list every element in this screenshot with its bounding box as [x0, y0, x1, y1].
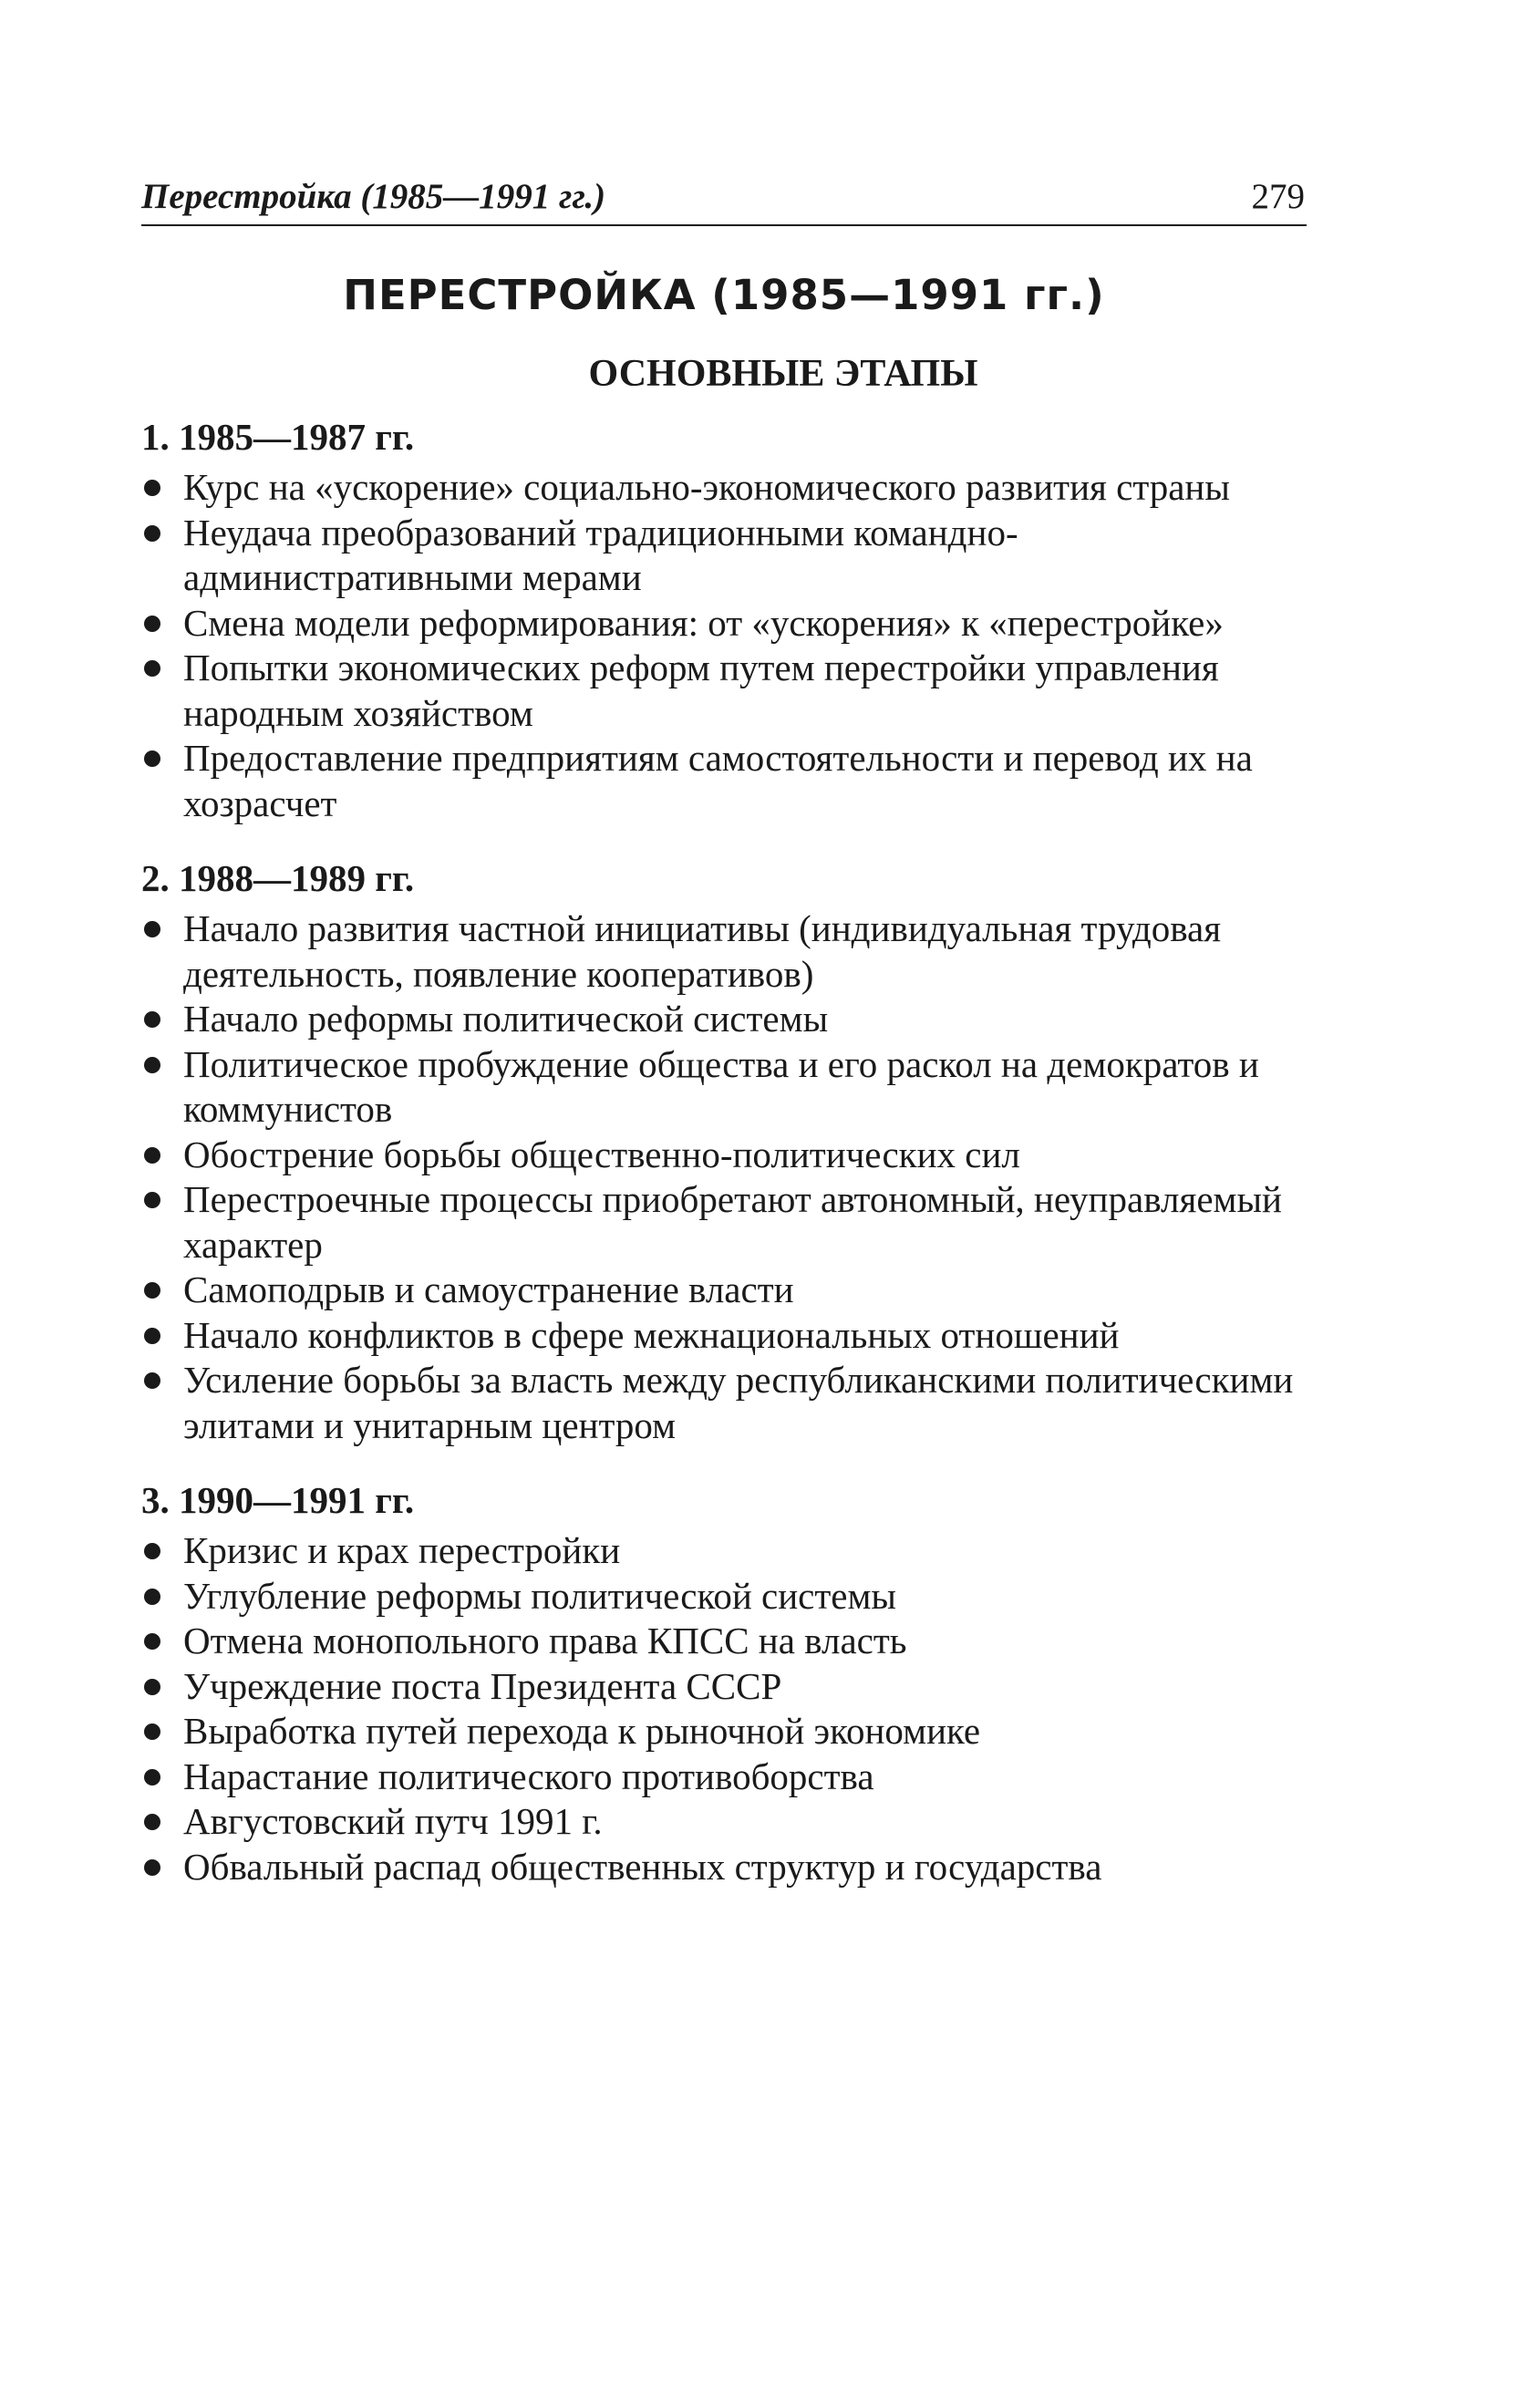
list-item-text: Обострение борьбы общественно-политических сил: [183, 1133, 1020, 1175]
stage-heading: 1. 1985—1987 гг.: [141, 416, 415, 458]
bullet-icon: [144, 1147, 160, 1164]
list-item: [141, 1845, 1307, 1890]
list-item: [141, 1619, 1307, 1664]
bullet-icon: [144, 1282, 160, 1299]
bullet-icon: [144, 616, 160, 632]
bullet-icon: [144, 1723, 160, 1740]
list-item: [141, 906, 1307, 997]
list-item-text: Неудача преобразований традиционными командно-административными мерами: [183, 511, 1018, 598]
bullet-icon: [144, 1192, 160, 1208]
stage-section: [141, 412, 1307, 826]
bullet-icon: [144, 1328, 160, 1344]
list-item: [141, 1358, 1307, 1448]
bullet-icon: [144, 1057, 160, 1073]
bullet-list: [141, 465, 1307, 826]
list-item-text: Начало реформы политической системы: [183, 998, 829, 1040]
bullet-icon: [144, 1769, 160, 1785]
running-title: Перестройка (1985—1991 гг.): [141, 177, 606, 216]
bullet-icon: [144, 525, 160, 542]
list-item: [141, 646, 1307, 736]
bullet-icon: [144, 1679, 160, 1695]
list-item-text: Перестроечные процессы приобретают автономный, неуправляемый характер: [183, 1178, 1282, 1266]
list-item-text: Учреждение поста Президента СССР: [183, 1664, 782, 1707]
list-item-text: Отмена монопольного права КПСС на власть: [183, 1620, 907, 1661]
bullet-icon: [144, 1372, 160, 1389]
list-item-text: Начало конфликтов в сфере межнациональных отношений: [183, 1313, 1120, 1356]
bullet-icon: [144, 1011, 160, 1028]
bullet-list: [141, 906, 1307, 1448]
list-item-text: Усиление борьбы за власть между республиканскими политическими элитами и унитарным центром: [183, 1359, 1294, 1446]
list-item: [141, 1313, 1307, 1359]
list-item: [141, 1268, 1307, 1313]
list-item: [141, 465, 1307, 511]
book-page: [141, 173, 1307, 1889]
list-item: [141, 1574, 1307, 1620]
bullet-icon: [144, 1814, 160, 1830]
bullet-icon: [144, 1589, 160, 1605]
list-item: [141, 1133, 1307, 1178]
list-item: [141, 1528, 1307, 1574]
stage-section: [141, 854, 1307, 1448]
list-item-text: Обвальный распад общественных структур и государства: [183, 1845, 1102, 1888]
list-item: [141, 1177, 1307, 1268]
list-item-text: Начало развития частной инициативы (индивидуальная трудовая деятельность, появление кооперативов): [183, 907, 1222, 995]
list-item-text: Курс на «ускорение» социально-экономического развития страны: [183, 466, 1230, 508]
list-item-text: Августовский путч 1991 г.: [183, 1800, 603, 1842]
stage-heading: 3. 1990—1991 гг.: [141, 1479, 415, 1521]
stage-section: [141, 1475, 1307, 1889]
list-item: [141, 511, 1307, 601]
list-item-text: Предоставление предприятиям самостоятельности и перевод их на хозрасчет: [183, 737, 1253, 824]
stages-list: [141, 412, 1307, 1889]
chapter-title: ПЕРЕСТРОЙКА (1985—1991 гг.): [343, 271, 1105, 319]
list-item-text: Самоподрыв и самоустранение власти: [183, 1268, 794, 1310]
bullet-icon: [144, 1859, 160, 1876]
bullet-icon: [144, 660, 160, 677]
list-item: [141, 601, 1307, 647]
list-item: [141, 1664, 1307, 1710]
list-item-text: Попытки экономических реформ путем перестройки управления народным хозяйством: [183, 647, 1219, 734]
list-item: [141, 736, 1307, 826]
running-header: [141, 173, 1307, 226]
list-item: [141, 1709, 1307, 1754]
bullet-icon: [144, 480, 160, 496]
list-item-text: Нарастание политического противоборства: [183, 1754, 874, 1797]
bullet-list: [141, 1528, 1307, 1889]
bullet-icon: [144, 750, 160, 767]
list-item: [141, 1799, 1307, 1845]
list-item-text: Политическое пробуждение общества и его раскол на демократов и коммунистов: [183, 1042, 1259, 1130]
bullet-icon: [144, 921, 160, 937]
stage-heading: 2. 1988—1989 гг.: [141, 857, 415, 899]
bullet-icon: [144, 1543, 160, 1559]
list-item: [141, 1754, 1307, 1800]
list-item-text: Смена модели реформирования: от «ускорения» к «перестройке»: [183, 601, 1224, 644]
bullet-icon: [144, 1633, 160, 1650]
list-item: [141, 997, 1307, 1042]
list-item: [141, 1042, 1307, 1133]
list-item-text: Выработка путей перехода к рыночной экономике: [183, 1710, 981, 1752]
section-title: ОСНОВНЫЕ ЭТАПЫ: [588, 353, 978, 395]
list-item-text: Кризис и крах перестройки: [183, 1529, 621, 1571]
page-number: 279: [1251, 177, 1305, 216]
list-item-text: Углубление реформы политической системы: [183, 1574, 896, 1617]
